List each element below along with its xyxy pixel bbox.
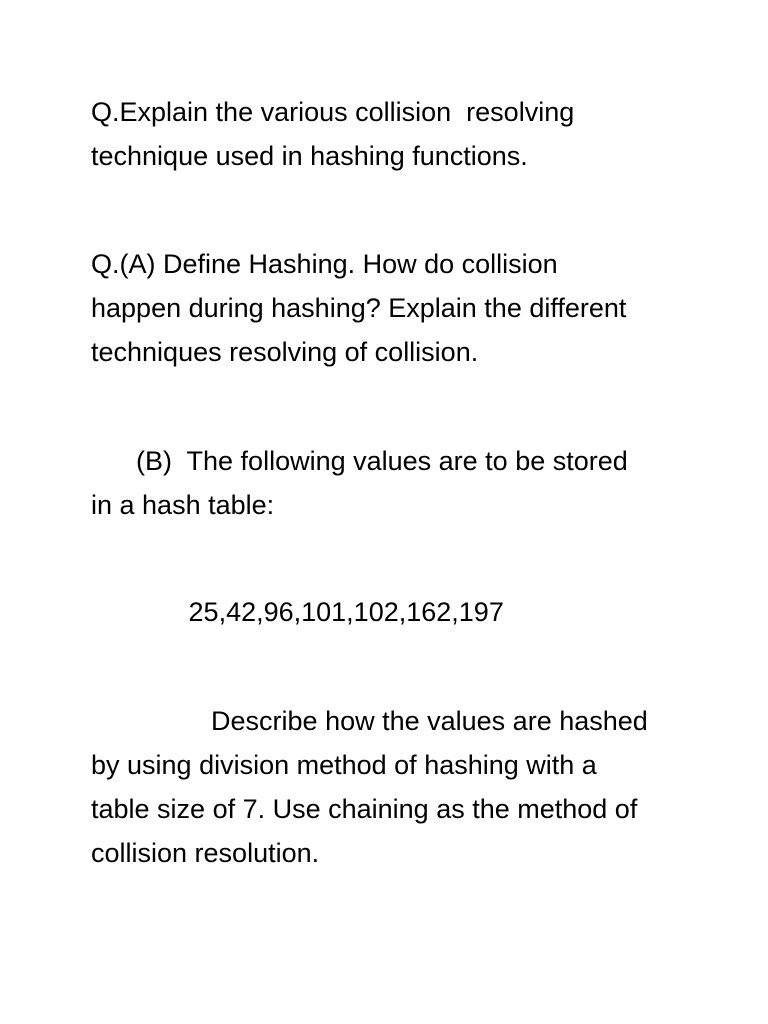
question-2b-text: (B) The following values are to be stored in a hash table: bbox=[91, 446, 628, 520]
question-1-text: Q.Explain the various collision resolving technique used in hashing functions. bbox=[91, 97, 575, 171]
question-2a-text: Q.(A) Define Hashing. How do collision happen during hashing? Explain the different techniques resolving of collision. bbox=[91, 249, 627, 367]
hash-values-list: 25,42,96,101,102,162,197 bbox=[91, 597, 504, 627]
describe-instructions-text: Describe how the values are hashed by using division method of hashing with a table size of 7. Use chaining as the method of collision resolution. bbox=[91, 706, 648, 868]
